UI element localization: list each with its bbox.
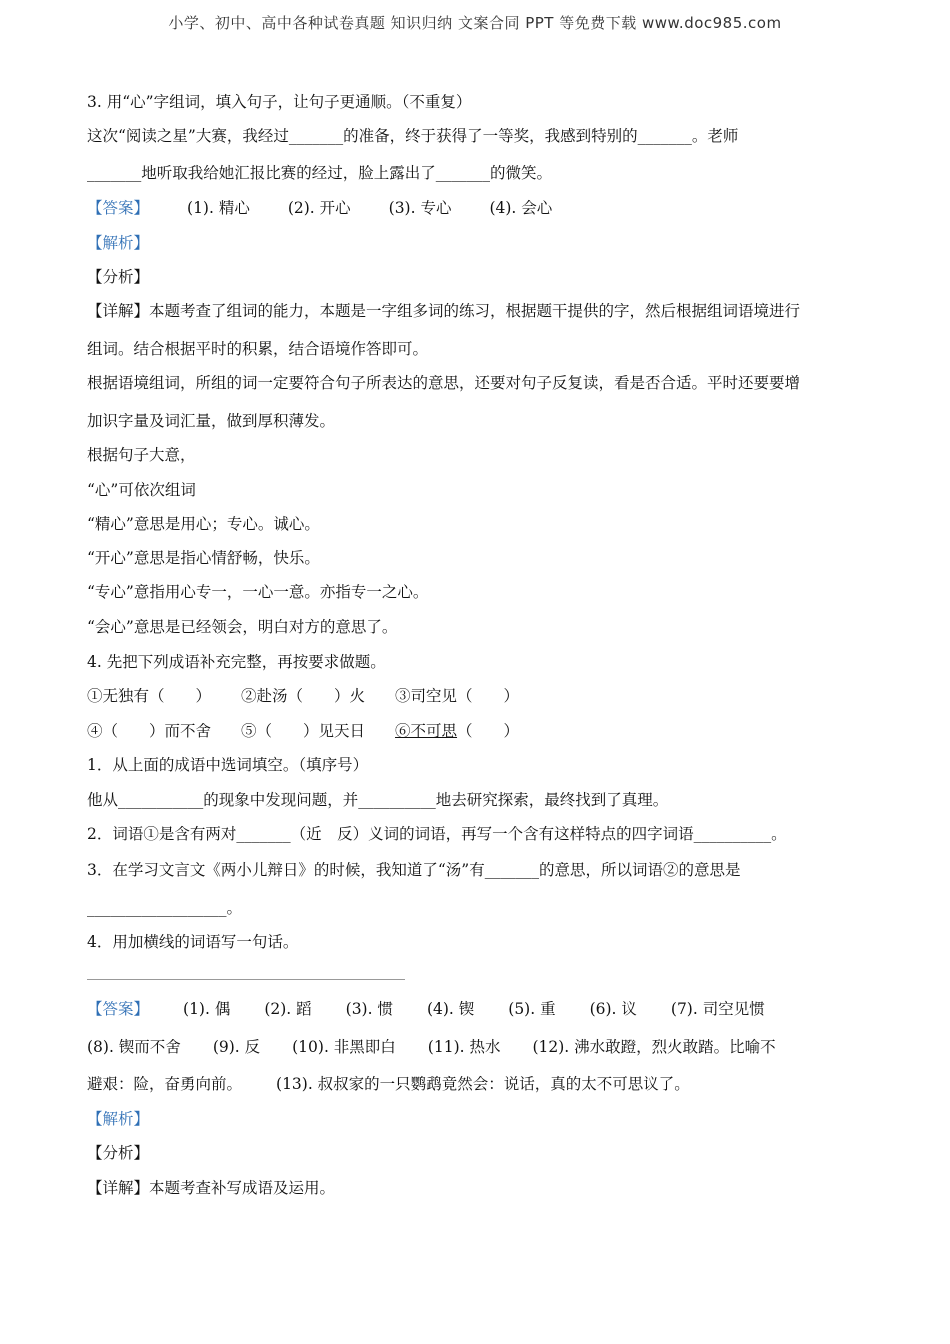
xiangjie-label: 【详解】 xyxy=(87,302,150,320)
q3-para3: “心”可依次组词 xyxy=(87,481,196,499)
xiangjie-label: 【详解】 xyxy=(87,1179,150,1197)
answer-item: 避艰：险，奋勇向前。 xyxy=(87,1075,243,1093)
answer-item: (4). 会心 xyxy=(489,199,553,217)
answer-label: 【答案】 xyxy=(87,199,150,217)
answer-item: (11). 热水 xyxy=(427,1038,501,1056)
q4-sub3-line2: __________________。 xyxy=(87,899,243,917)
q3-xiangjie-line2: 组词。结合根据平时的积累，结合语境作答即可。 xyxy=(87,340,429,358)
idiom-item: ⑤（ ）见天日 xyxy=(241,722,366,740)
answer-item: (12). 沸水敢蹬，烈火敢踏。比喻不 xyxy=(532,1038,776,1056)
q4-idioms-row1 xyxy=(87,684,519,706)
answer-item: (8). 锲而不舍 xyxy=(87,1038,181,1056)
answer-item: (10). 非黑即白 xyxy=(292,1038,396,1056)
answer-writing-line xyxy=(87,979,405,980)
q3-sentence-line2: _______地听取我给她汇报比赛的经过，脸上露出了_______的微笑。 xyxy=(87,164,553,182)
q3-para1-line1: 根据语境组词，所组的词一定要符合句子所表达的意思，还要对句子反复读，看是否合适。平时还要要增 xyxy=(87,374,801,392)
q3-para2: 根据句子大意， xyxy=(87,446,196,464)
q4-sub1-line: 他从___________的现象中发现问题，并__________地去研究探索，最终找到了真理。 xyxy=(87,791,669,809)
q4-fenxi-label: 【分析】 xyxy=(87,1144,150,1162)
q3-para5: “开心”意思是指心情舒畅，快乐。 xyxy=(87,549,320,567)
q3-answer-row xyxy=(87,196,552,218)
idiom-item: ③司空见（ ） xyxy=(395,687,520,705)
q3-jiexi-label: 【解析】 xyxy=(87,234,150,252)
answer-item: (4). 锲 xyxy=(426,1000,475,1018)
q3-xiangjie-line1 xyxy=(87,299,800,321)
xiangjie-text: 本题考查补写成语及运用。 xyxy=(149,1179,336,1197)
answer-item: (2). 开心 xyxy=(287,199,351,217)
q3-fenxi-label: 【分析】 xyxy=(87,268,150,286)
page-header: 小学、初中、高中各种试卷真题 知识归纳 文案合同 PPT 等免费下载 www.doc985.com xyxy=(168,14,782,32)
answer-item: (3). 惯 xyxy=(345,1000,393,1018)
q4-xiangjie-line xyxy=(87,1176,335,1198)
answer-item: (7). 司空见惯 xyxy=(670,1000,765,1018)
q3-para7: “会心”意思是已经领会，明白对方的意思了。 xyxy=(87,618,398,636)
idiom-item: （ ） xyxy=(457,722,520,740)
q3-sentence-line1: 这次“阅读之星”大赛，我经过_______的准备，终于获得了一等奖，我感到特别的_______。老师 xyxy=(87,127,739,145)
q4-answer-row1 xyxy=(87,997,765,1019)
answer-item: (5). 重 xyxy=(508,1000,556,1018)
q4-sub3-line1: 3．在学习文言文《两小儿辩日》的时候，我知道了“汤”有_______的意思，所以词语②的意思是 xyxy=(87,861,741,879)
q4-idioms-row2 xyxy=(87,719,519,741)
q4-answer-row3 xyxy=(87,1072,690,1094)
idiom-item: ④（ ）而不舍 xyxy=(87,722,212,740)
answer-item: (3). 专心 xyxy=(388,199,452,217)
q3-title: 3. 用“心”字组词，填入句子，让句子更通顺。（不重复） xyxy=(87,93,472,111)
q4-sub1-title: 1．从上面的成语中选词填空。（填序号） xyxy=(87,756,369,774)
q4-sub4-line: 4．用加横线的词语写一句话。 xyxy=(87,933,299,951)
answer-item: (1). 精心 xyxy=(187,199,250,217)
q3-para1-line2: 加识字量及词汇量，做到厚积薄发。 xyxy=(87,412,336,430)
idiom-item: ①无独有（ ） xyxy=(87,687,212,705)
q4-title: 4. 先把下列成语补充完整，再按要求做题。 xyxy=(87,653,386,671)
idiom-underlined: ⑥不可思 xyxy=(395,722,458,740)
answer-item: (13). 叔叔家的一只鹦鹉竟然会：说话，真的太不可思议了。 xyxy=(276,1075,690,1093)
answer-item: (9). 反 xyxy=(212,1038,261,1056)
answer-item: (1). 偶 xyxy=(183,1000,231,1018)
idiom-item: ②赴汤（ ）火 xyxy=(241,687,366,705)
answer-label: 【答案】 xyxy=(87,1000,150,1018)
q4-jiexi-label: 【解析】 xyxy=(87,1110,150,1128)
q3-para4: “精心”意思是用心；专心。诚心。 xyxy=(87,515,320,533)
q3-para6: “专心”意指用心专一，一心一意。亦指专一之心。 xyxy=(87,583,429,601)
xiangjie-text: 本题考查了组词的能力，本题是一字组多词的练习，根据题干提供的字，然后根据组词语境进行 xyxy=(149,302,801,320)
q4-answer-row2 xyxy=(87,1035,776,1057)
q4-sub2-line: 2．词语①是含有两对_______（近 反）义词的词语，再写一个含有这样特点的四字词语__________。 xyxy=(87,825,787,843)
answer-item: (6). 议 xyxy=(589,1000,637,1018)
answer-item: (2). 蹈 xyxy=(264,1000,312,1018)
